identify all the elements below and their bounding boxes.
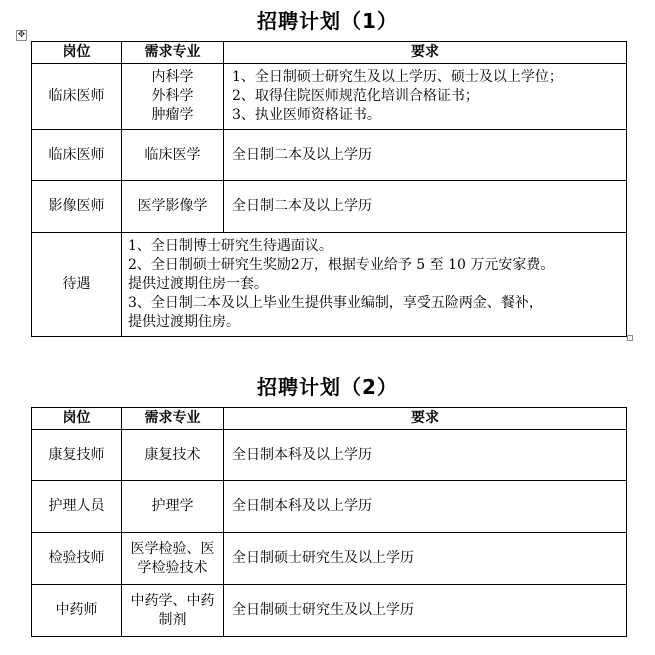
major-line: 制剂 bbox=[158, 611, 187, 628]
table-header-row bbox=[32, 42, 627, 64]
cell-major: 护理学 bbox=[122, 481, 224, 533]
requirement-line: 1、全日制硕士研究生及以上学历、硕士及以上学位； bbox=[232, 69, 563, 85]
cell-requirement: 全日制硕士研究生及以上学历 bbox=[224, 585, 627, 637]
table-row bbox=[32, 430, 627, 481]
major-line: 外科学 bbox=[151, 88, 194, 104]
cell-position: 护理人员 bbox=[32, 481, 122, 533]
cell-position: 康复技师 bbox=[32, 430, 122, 481]
plan2-table bbox=[31, 407, 627, 637]
table-row bbox=[32, 130, 627, 181]
cell-position: 临床医师 bbox=[32, 64, 122, 130]
table-row bbox=[32, 481, 627, 533]
cell-requirement: 全日制本科及以上学历 bbox=[224, 481, 627, 533]
cell-position: 影像医师 bbox=[32, 181, 122, 233]
requirement-line: 3、执业医师资格证书。 bbox=[232, 107, 381, 123]
plan1-title: 招聘计划（1） bbox=[257, 9, 398, 33]
major-line: 医学检验、医 bbox=[130, 540, 215, 557]
cell-major: 医学影像学 bbox=[122, 181, 224, 233]
benefit-line: 提供过渡期住房。 bbox=[128, 314, 240, 330]
cell-requirement: 全日制本科及以上学历 bbox=[224, 430, 627, 481]
cell-benefits bbox=[122, 233, 627, 337]
cell-position: 检验技师 bbox=[32, 533, 122, 585]
table-row bbox=[32, 585, 627, 637]
cell-majors bbox=[122, 64, 224, 130]
cell-position: 中药师 bbox=[32, 585, 122, 637]
header-requirement: 要求 bbox=[224, 42, 627, 64]
table-row bbox=[32, 533, 627, 585]
plan1-table bbox=[31, 41, 627, 337]
header-major: 需求专业 bbox=[122, 42, 224, 64]
table-header-row bbox=[32, 408, 627, 430]
benefit-line: 1、全日制博士研究生待遇面议。 bbox=[128, 238, 333, 254]
cell-position: 临床医师 bbox=[32, 130, 122, 181]
move-arrows-icon[interactable]: ✥ bbox=[17, 30, 26, 40]
cell-major bbox=[122, 585, 224, 637]
table-row bbox=[32, 181, 627, 233]
header-position: 岗位 bbox=[32, 408, 122, 430]
cell-major bbox=[122, 533, 224, 585]
cell-major: 康复技术 bbox=[122, 430, 224, 481]
header-requirement: 要求 bbox=[224, 408, 627, 430]
cell-requirements bbox=[224, 64, 627, 130]
benefit-line: 提供过渡期住房一套。 bbox=[128, 276, 268, 292]
benefits-row bbox=[32, 233, 627, 337]
cell-major: 临床医学 bbox=[122, 130, 224, 181]
plan2-title: 招聘计划（2） bbox=[257, 375, 398, 399]
cell-requirement: 全日制硕士研究生及以上学历 bbox=[224, 533, 627, 585]
cell-requirement: 全日制二本及以上学历 bbox=[224, 181, 627, 233]
header-major: 需求专业 bbox=[122, 408, 224, 430]
table-row bbox=[32, 64, 627, 130]
header-position: 岗位 bbox=[32, 42, 122, 64]
major-line: 肿瘤学 bbox=[151, 107, 194, 123]
benefit-line: 3、全日制二本及以上毕业生提供事业编制，享受五险两金、餐补， bbox=[128, 295, 543, 311]
cell-benefits-label: 待遇 bbox=[32, 233, 122, 337]
major-line: 中药学、中药 bbox=[130, 592, 215, 609]
resize-handle-icon[interactable] bbox=[627, 335, 633, 341]
major-line: 学检验技术 bbox=[137, 559, 208, 576]
major-line: 内科学 bbox=[151, 69, 194, 85]
cell-requirement: 全日制二本及以上学历 bbox=[224, 130, 627, 181]
benefit-line: 2、全日制硕士研究生奖励2万，根据专业给予 5 至 10 万元安家费。 bbox=[128, 257, 555, 273]
requirement-line: 2、取得住院医师规范化培训合格证书； bbox=[232, 88, 479, 104]
